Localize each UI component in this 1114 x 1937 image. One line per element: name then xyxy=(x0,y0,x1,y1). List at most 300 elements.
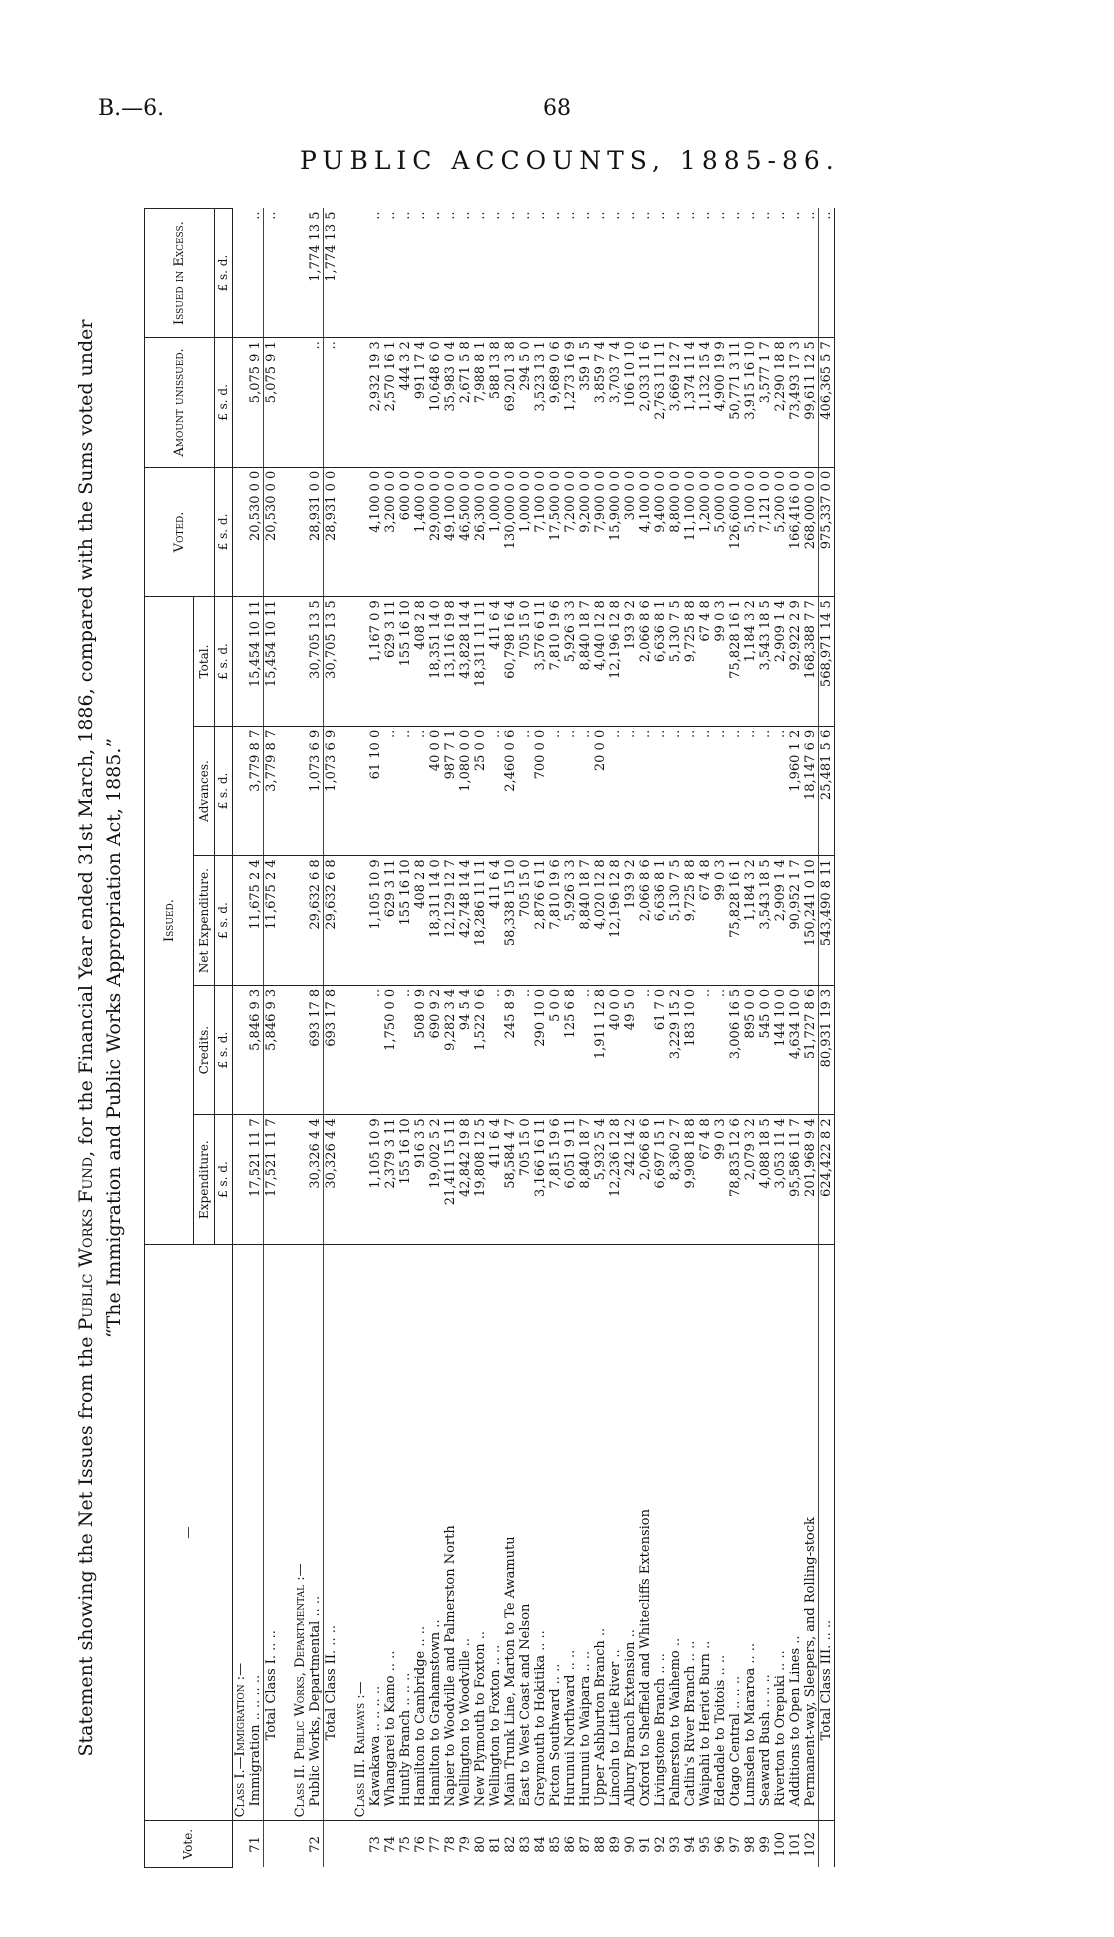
cell-exp: 6,051 9 11 xyxy=(563,1115,578,1245)
rotated-statement xyxy=(72,208,1052,1868)
cell-unis: 3,669 12 7 xyxy=(668,338,683,468)
cell-net: 408 2 8 xyxy=(413,856,428,986)
cell-exp: 67 4 8 xyxy=(698,1115,713,1245)
cell-exc: .. xyxy=(398,209,413,338)
cell-cred: 3,006 16 5 xyxy=(728,985,743,1115)
cell-unis: 99,611 12 5 xyxy=(803,338,819,468)
table-row xyxy=(773,209,788,1868)
table-row xyxy=(503,209,518,1868)
cell-cred: 4,634 10 0 xyxy=(788,985,803,1115)
vote-number: 102 xyxy=(803,1832,818,1857)
cell-exc: .. xyxy=(488,209,503,338)
cell-unis: 5,075 9 1 xyxy=(264,338,280,468)
row-description: New Plymouth to Foxton .. xyxy=(473,1244,488,1820)
cell-voted: 1,000 0 0 xyxy=(488,467,503,597)
cell-cred: .. xyxy=(398,985,413,1115)
vote-number: 82 xyxy=(503,1836,518,1853)
row-description: Immigration .. .. .. .. xyxy=(248,1244,264,1820)
row-description: Additions to Open Lines .. xyxy=(788,1244,803,1820)
cell-exp xyxy=(293,1115,308,1245)
cell-cred: 61 7 0 xyxy=(653,985,668,1115)
col-voted: Voted. xyxy=(145,467,215,597)
cell-net: 2,876 6 11 xyxy=(533,856,548,986)
vote-number: 95 xyxy=(698,1836,713,1853)
row-description: Class II. Public Works, Departmental :— xyxy=(293,1244,308,1820)
table-row xyxy=(638,209,653,1868)
cell-voted: 8,800 0 0 xyxy=(668,467,683,597)
row-description: Kawakawa .. .. .. .. xyxy=(368,1244,383,1820)
col-issued: Issued. xyxy=(145,597,194,1245)
cell-tot xyxy=(279,597,293,727)
vote-number: 96 xyxy=(713,1836,728,1853)
row-description: Main Trunk Line, Marton to Te Awamutu xyxy=(503,1244,518,1820)
cell-unis: 1,132 15 4 xyxy=(698,338,713,468)
cell-exc: .. xyxy=(473,209,488,338)
table-row xyxy=(578,209,593,1868)
cell-adv: 3,779 8 7 xyxy=(248,726,264,856)
cell-exp: 30,326 4 4 xyxy=(324,1115,340,1245)
cell-unis: 2,763 11 11 xyxy=(653,338,668,468)
cell-adv: .. xyxy=(668,726,683,856)
cell-tot: 18,351 14 0 xyxy=(428,597,443,727)
cell-voted: 166,416 0 0 xyxy=(788,467,803,597)
spacer-row xyxy=(339,209,353,1868)
cell-tot: 2,909 1 4 xyxy=(773,597,788,727)
cell-adv: 18,147 6 9 xyxy=(803,726,819,856)
cell-exp: 201,968 9 4 xyxy=(803,1115,819,1245)
cell-cred: 51,727 8 6 xyxy=(803,985,819,1115)
cell-unis xyxy=(293,338,308,468)
cell-tot: 67 4 8 xyxy=(698,597,713,727)
row-description: Lincoln to Little River .. xyxy=(608,1244,623,1820)
cell-exc: .. xyxy=(548,209,563,338)
cell-cred: .. xyxy=(518,985,533,1115)
cell-tot: 60,798 16 4 xyxy=(503,597,518,727)
table-row xyxy=(593,209,608,1868)
cell-cred: 183 10 0 xyxy=(683,985,698,1115)
cell-exp: 916 3 5 xyxy=(413,1115,428,1245)
cell-exc xyxy=(339,209,353,338)
cell-tot: 13,116 19 8 xyxy=(443,597,458,727)
table-row xyxy=(473,209,488,1868)
cell-exc: .. xyxy=(593,209,608,338)
table-row xyxy=(728,209,743,1868)
class-heading-row xyxy=(233,209,249,1868)
cell-adv: .. xyxy=(713,726,728,856)
cell-unis: 2,570 16 1 xyxy=(383,338,398,468)
cell-tot: 168,388 7 7 xyxy=(803,597,819,727)
col-unissued: Amount unissued. xyxy=(145,338,215,468)
cell-adv: 700 0 0 xyxy=(533,726,548,856)
cell-exc: .. xyxy=(758,209,773,338)
cell-net: 193 9 2 xyxy=(623,856,638,986)
cell-adv: 1,080 0 0 xyxy=(458,726,473,856)
cell-net: 5,130 7 5 xyxy=(668,856,683,986)
cell-unis xyxy=(353,338,368,468)
row-description: Class III. Railways :— xyxy=(353,1244,368,1820)
cell-exc: .. xyxy=(683,209,698,338)
cell-unis xyxy=(339,338,353,468)
cell-unis: 444 3 2 xyxy=(398,338,413,468)
cell-net: 12,196 12 8 xyxy=(608,856,623,986)
table-row xyxy=(308,209,324,1868)
row-description: Otago Central .. .. .. xyxy=(728,1244,743,1820)
cell-tot: 15,454 10 11 xyxy=(264,597,280,727)
page-title: PUBLIC ACCOUNTS, 1885-86. xyxy=(300,146,840,175)
cell-tot: 15,454 10 11 xyxy=(248,597,264,727)
cell-adv: .. xyxy=(518,726,533,856)
cell-unis: 3,859 7 4 xyxy=(593,338,608,468)
vote-number: 71 xyxy=(248,1836,263,1853)
vote-number: 92 xyxy=(653,1836,668,1853)
cell-net xyxy=(233,856,249,986)
table-row xyxy=(398,209,413,1868)
cell-voted: 7,900 0 0 xyxy=(593,467,608,597)
cell-tot: 629 3 11 xyxy=(383,597,398,727)
row-description: Livingstone Branch .. .. xyxy=(653,1244,668,1820)
row-description: Picton Southward .. .. xyxy=(548,1244,563,1820)
cell-tot: 7,810 19 6 xyxy=(548,597,563,727)
vote-number: 85 xyxy=(548,1836,563,1853)
cell-voted: 20,530 0 0 xyxy=(248,467,264,597)
cell-voted: 46,500 0 0 xyxy=(458,467,473,597)
cell-exp: 58,584 4 7 xyxy=(503,1115,518,1245)
cell-adv: .. xyxy=(398,726,413,856)
cell-net: 1,105 10 9 xyxy=(368,856,383,986)
cell-exc: .. xyxy=(653,209,668,338)
cell-unis: 1,273 16 9 xyxy=(563,338,578,468)
cell-cred: 1,911 12 8 xyxy=(593,985,608,1115)
row-description: Public Works, Departmental .. .. xyxy=(308,1244,324,1820)
row-description xyxy=(279,1244,293,1820)
cell-net: 629 3 11 xyxy=(383,856,398,986)
cell-adv: .. xyxy=(383,726,398,856)
row-description: Total Class II. .. .. xyxy=(324,1244,340,1820)
table-row xyxy=(533,209,548,1868)
cell-exp: 17,521 11 7 xyxy=(264,1115,280,1245)
cell-unis: 73,493 17 3 xyxy=(788,338,803,468)
cell-net: 705 15 0 xyxy=(518,856,533,986)
cell-unis: 3,577 1 7 xyxy=(758,338,773,468)
cell-voted: 28,931 0 0 xyxy=(324,467,340,597)
col-excess: Issued in Excess. xyxy=(145,209,215,338)
cell-cred: 693 17 8 xyxy=(308,985,324,1115)
row-description: Total Class III. .. .. xyxy=(819,1244,835,1820)
cell-adv xyxy=(279,726,293,856)
cell-unis: 35,983 0 4 xyxy=(443,338,458,468)
cell-net: 8,840 18 7 xyxy=(578,856,593,986)
cell-exc: .. xyxy=(608,209,623,338)
col-net-expenditure: Net Expenditure. xyxy=(194,856,215,986)
table-row xyxy=(428,209,443,1868)
cell-unis: 2,290 18 8 xyxy=(773,338,788,468)
cell-adv: 20 0 0 xyxy=(593,726,608,856)
cell-net: 99 0 3 xyxy=(713,856,728,986)
cell-unis: 406,365 5 7 xyxy=(819,338,835,468)
cell-net: 543,490 8 11 xyxy=(819,856,835,986)
vote-number: 81 xyxy=(488,1836,503,1853)
cell-voted: 4,100 0 0 xyxy=(368,467,383,597)
cell-unis: 9,689 0 6 xyxy=(548,338,563,468)
cell-voted: 3,200 0 0 xyxy=(383,467,398,597)
cell-tot: 193 9 2 xyxy=(623,597,638,727)
cell-exp: 17,521 11 7 xyxy=(248,1115,264,1245)
cell-tot: 6,636 8 1 xyxy=(653,597,668,727)
cell-cred: 40 0 0 xyxy=(608,985,623,1115)
cell-cred xyxy=(279,985,293,1115)
row-description: Seaward Bush .. .. .. xyxy=(758,1244,773,1820)
cell-voted: 49,100 0 0 xyxy=(443,467,458,597)
cell-voted xyxy=(339,467,353,597)
cell-exc: .. xyxy=(563,209,578,338)
lsd-label: £ s. d. xyxy=(215,597,233,727)
cell-voted: 29,000 0 0 xyxy=(428,467,443,597)
cell-exp xyxy=(353,1115,368,1245)
cell-net: 29,632 6 8 xyxy=(324,856,340,986)
cell-voted: 5,000 0 0 xyxy=(713,467,728,597)
cell-net: 150,241 0 10 xyxy=(803,856,819,986)
row-description: Hurunui Northward .. .. xyxy=(563,1244,578,1820)
cell-voted: 9,400 0 0 xyxy=(653,467,668,597)
cell-exc: .. xyxy=(788,209,803,338)
vote-number: 86 xyxy=(563,1836,578,1853)
lsd-label: £ s. d. xyxy=(215,209,233,338)
cell-cred: .. xyxy=(368,985,383,1115)
cell-tot: 99 0 3 xyxy=(713,597,728,727)
cell-exp: 21,411 15 11 xyxy=(443,1115,458,1245)
cell-net: 1,184 3 2 xyxy=(743,856,758,986)
row-description: Class I.—Immigration :— xyxy=(233,1244,249,1820)
vote-number: 90 xyxy=(623,1836,638,1853)
cell-tot: 3,543 18 5 xyxy=(758,597,773,727)
cell-adv: .. xyxy=(773,726,788,856)
cell-net: 9,725 8 8 xyxy=(683,856,698,986)
cell-exp: 2,066 8 6 xyxy=(638,1115,653,1245)
vote-number: 89 xyxy=(608,1836,623,1853)
cell-tot: 705 15 0 xyxy=(518,597,533,727)
cell-exc: .. xyxy=(668,209,683,338)
cell-net: 7,810 19 6 xyxy=(548,856,563,986)
cell-cred: 94 5 4 xyxy=(458,985,473,1115)
cell-adv: 1,073 6 9 xyxy=(308,726,324,856)
cell-exc: .. xyxy=(443,209,458,338)
cell-net: 42,748 14 4 xyxy=(458,856,473,986)
cell-exc: .. xyxy=(264,209,280,338)
cell-tot xyxy=(339,597,353,727)
cell-adv: .. xyxy=(728,726,743,856)
cell-net: 155 16 10 xyxy=(398,856,413,986)
cell-exc: 1,774 13 5 xyxy=(324,209,340,338)
cell-adv: .. xyxy=(758,726,773,856)
vote-number xyxy=(293,1821,308,1868)
table-row xyxy=(518,209,533,1868)
cell-unis: 50,771 3 11 xyxy=(728,338,743,468)
cell-exp: 6,697 15 1 xyxy=(653,1115,668,1245)
total-row xyxy=(324,209,340,1868)
cell-voted: 130,000 0 0 xyxy=(503,467,518,597)
cell-voted: 1,400 0 0 xyxy=(413,467,428,597)
cell-adv xyxy=(339,726,353,856)
cell-unis: 69,201 3 8 xyxy=(503,338,518,468)
cell-net: 18,286 11 11 xyxy=(473,856,488,986)
class-heading-row xyxy=(293,209,308,1868)
cell-exc: .. xyxy=(518,209,533,338)
cell-voted: 5,100 0 0 xyxy=(743,467,758,597)
col-expenditure: Expenditure. xyxy=(194,1115,215,1245)
cell-net: 11,675 2 4 xyxy=(248,856,264,986)
cell-unis: 7,988 8 1 xyxy=(473,338,488,468)
cell-tot xyxy=(233,597,249,727)
lsd-label: £ s. d. xyxy=(215,985,233,1115)
cell-voted: 7,200 0 0 xyxy=(563,467,578,597)
cell-net: 29,632 6 8 xyxy=(308,856,324,986)
vote-number: 100 xyxy=(773,1832,788,1857)
cell-voted: 17,500 0 0 xyxy=(548,467,563,597)
cell-tot: 18,311 11 11 xyxy=(473,597,488,727)
cell-exp: 42,842 19 8 xyxy=(458,1115,473,1245)
cell-tot: 1,167 0 9 xyxy=(368,597,383,727)
vote-number: 78 xyxy=(443,1836,458,1853)
row-description: Edendale to Toitois .. .. xyxy=(713,1244,728,1820)
cell-adv: 2,460 0 6 xyxy=(503,726,518,856)
vote-number: 79 xyxy=(458,1836,473,1853)
total-row xyxy=(819,209,835,1868)
cell-adv: .. xyxy=(548,726,563,856)
vote-number: 91 xyxy=(638,1836,653,1853)
cell-exc: .. xyxy=(773,209,788,338)
cell-voted: 28,931 0 0 xyxy=(308,467,324,597)
cell-exp: 2,379 3 11 xyxy=(383,1115,398,1245)
vote-number xyxy=(339,1821,353,1868)
table-row xyxy=(383,209,398,1868)
table-row xyxy=(608,209,623,1868)
cell-tot: 1,184 3 2 xyxy=(743,597,758,727)
cell-exc xyxy=(353,209,368,338)
cell-net xyxy=(353,856,368,986)
cell-exc: .. xyxy=(638,209,653,338)
table-row xyxy=(803,209,819,1868)
cell-exc: .. xyxy=(413,209,428,338)
cell-unis: 10,648 6 0 xyxy=(428,338,443,468)
cell-cred: 508 0 9 xyxy=(413,985,428,1115)
cell-adv: .. xyxy=(638,726,653,856)
cell-exp: 8,360 2 7 xyxy=(668,1115,683,1245)
row-description: Albury Branch Extension .. xyxy=(623,1244,638,1820)
cell-cred: 245 8 9 xyxy=(503,985,518,1115)
cell-exc: .. xyxy=(819,209,835,338)
cell-cred xyxy=(233,985,249,1115)
row-description: Palmerston to Waihemo .. xyxy=(668,1244,683,1820)
vote-number: 72 xyxy=(308,1836,323,1853)
cell-tot xyxy=(293,597,308,727)
cell-exp: 12,236 12 8 xyxy=(608,1115,623,1245)
cell-exc: .. xyxy=(623,209,638,338)
cell-unis: 991 17 4 xyxy=(413,338,428,468)
net-issues-table xyxy=(144,208,835,1868)
cell-adv: .. xyxy=(653,726,668,856)
cell-unis: 3,703 7 4 xyxy=(608,338,623,468)
lsd-label: £ s. d. xyxy=(215,1115,233,1245)
cell-unis: 2,671 5 8 xyxy=(458,338,473,468)
cell-exc: .. xyxy=(533,209,548,338)
cell-adv: .. xyxy=(578,726,593,856)
cell-net: 2,909 1 4 xyxy=(773,856,788,986)
cell-exc: .. xyxy=(728,209,743,338)
cell-net: 6,636 8 1 xyxy=(653,856,668,986)
cell-exc: .. xyxy=(803,209,819,338)
col-total: Total. xyxy=(194,597,215,727)
table-body xyxy=(233,209,835,1868)
cell-exc: .. xyxy=(698,209,713,338)
row-description: Riverton to Orepuki .. .. xyxy=(773,1244,788,1820)
cell-voted: 7,121 0 0 xyxy=(758,467,773,597)
row-description: Wellington to Foxton .. .. xyxy=(488,1244,503,1820)
cell-exp: 19,808 12 5 xyxy=(473,1115,488,1245)
row-description: Hamilton to Cambridge .. .. xyxy=(413,1244,428,1820)
cell-cred: .. xyxy=(488,985,503,1115)
cell-cred: 690 9 2 xyxy=(428,985,443,1115)
cell-tot: 30,705 13 5 xyxy=(308,597,324,727)
cell-exp: 78,835 12 6 xyxy=(728,1115,743,1245)
row-description: Greymouth to Hokitika .. .. xyxy=(533,1244,548,1820)
table-row xyxy=(743,209,758,1868)
cell-unis: 5,075 9 1 xyxy=(248,338,264,468)
cell-tot: 411 6 4 xyxy=(488,597,503,727)
cell-cred: 5 0 0 xyxy=(548,985,563,1115)
table-row xyxy=(698,209,713,1868)
vote-number: 75 xyxy=(398,1836,413,1853)
cell-tot: 2,066 8 6 xyxy=(638,597,653,727)
vote-number xyxy=(324,1821,340,1868)
vote-number: 84 xyxy=(533,1836,548,1853)
vote-number: 74 xyxy=(383,1836,398,1853)
table-row xyxy=(443,209,458,1868)
cell-exc: .. xyxy=(743,209,758,338)
cell-exp: 30,326 4 4 xyxy=(308,1115,324,1245)
cell-exc xyxy=(233,209,249,338)
col-description: — xyxy=(145,1244,233,1820)
cell-exc: .. xyxy=(383,209,398,338)
row-description: Napier to Woodville and Palmerston North xyxy=(443,1244,458,1820)
cell-tot: 408 2 8 xyxy=(413,597,428,727)
cell-unis: 4,900 19 9 xyxy=(713,338,728,468)
cell-exp: 5,932 5 4 xyxy=(593,1115,608,1245)
cell-exc: .. xyxy=(578,209,593,338)
cell-cred: .. xyxy=(698,985,713,1115)
vote-number xyxy=(264,1821,280,1868)
cell-exp: 2,079 3 2 xyxy=(743,1115,758,1245)
cell-exp: 155 16 10 xyxy=(398,1115,413,1245)
cell-cred: 9,282 3 4 xyxy=(443,985,458,1115)
vote-number: 93 xyxy=(668,1836,683,1853)
cell-cred: 5,846 9 3 xyxy=(248,985,264,1115)
row-description: East to West Coast and Nelson xyxy=(518,1244,533,1820)
cell-unis: 106 10 10 xyxy=(623,338,638,468)
cell-unis: 2,033 11 6 xyxy=(638,338,653,468)
cell-exp xyxy=(233,1115,249,1245)
document-code: B.—6. xyxy=(98,96,165,121)
cell-cred xyxy=(339,985,353,1115)
cell-cred xyxy=(293,985,308,1115)
cell-cred: 49 5 0 xyxy=(623,985,638,1115)
cell-unis: 2,932 19 3 xyxy=(368,338,383,468)
cell-cred: 1,522 0 6 xyxy=(473,985,488,1115)
cell-unis xyxy=(279,338,293,468)
cell-adv: 25 0 0 xyxy=(473,726,488,856)
cell-net: 3,543 18 5 xyxy=(758,856,773,986)
cell-tot: 4,040 12 8 xyxy=(593,597,608,727)
table-row xyxy=(413,209,428,1868)
